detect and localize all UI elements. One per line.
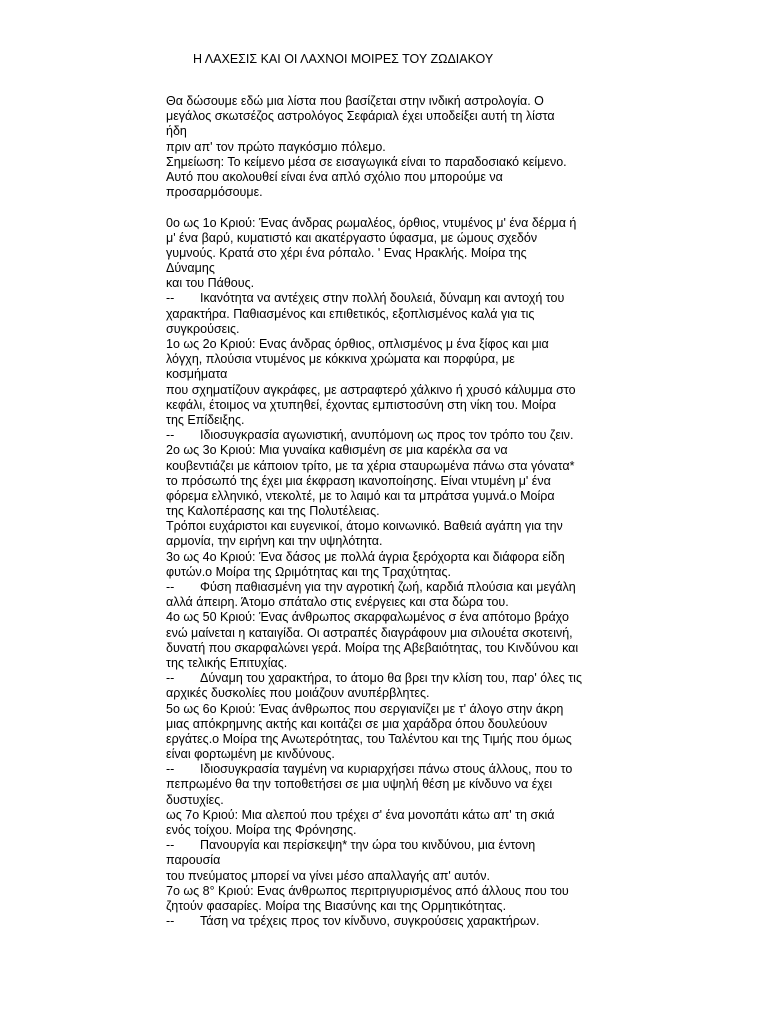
text-line: -- Τάση να τρέχεις προς τον κίνδυνο, συγκρούσεις χαρακτήρων. — [166, 914, 540, 929]
paragraph-gap — [166, 200, 596, 215]
text-line: που σχηματίζουν αγκράφες, με αστραφτερό χάλκινο ή χρυσό κάλυμμα στο — [166, 382, 576, 397]
text-line: κουβεντιάζει με κάποιον τρίτο, με τα χέρια σταυρωμένα πάνω στα γόνατα* — [166, 458, 575, 473]
text-line: και του Πάθους. — [166, 276, 255, 291]
text-line: μ' ένα βαρύ, κυματιστό και ακατέργαστο ύφασμα, με ώμους σχεδόν — [166, 230, 538, 245]
text-line: φυτών.ο Μοίρα της Ωριμότητας και της Τραχύτητας. — [166, 564, 452, 579]
text-line: φόρεμα ελληνικό, ντεκολτέ, με το λαιμό και τα μπράτσα γυμνά.ο Μοίρα — [166, 488, 555, 503]
text-line: πεπρωμένο θα την τοποθετήσει σε μια υψηλή θέση με κίνδυνο να έχει — [166, 777, 553, 792]
text-line: 1ο ως 2ο Κριού: Ενας άνδρας όρθιος, οπλισμένος μ ένα ξίφος και μια — [166, 337, 549, 351]
text-line: ήδη — [166, 124, 187, 139]
intro-paragraph — [166, 94, 596, 200]
text-line: Τρόποι ευχάριστοι και ευγενικοί, άτομο κοινωνικό. Βαθειά αγάπη για την — [166, 519, 563, 534]
text-line: της Καλοπέρασης και της Πολυτέλειας. — [166, 504, 380, 519]
text-line: 4ο ως 50 Κριού: Ένας άνθρωπος σκαρφαλωμένος σ ένα απότομο βράχο — [166, 610, 569, 625]
text-line: μεγάλος σκωτσέζος αστρολόγος Σεφάριαλ έχει υποδείξει αυτή τη λίστα — [166, 109, 555, 124]
text-line: συγκρούσεις. — [166, 321, 240, 336]
text-line: -- Ιδιοσυγκρασία ταγμένη να κυριαρχήσει πάνω στους άλλους, που το — [166, 762, 573, 777]
text-line: 0ο ως 1ο Κριού: Ένας άνδρας ρωμαλέος, όρθιος, ντυμένος μ' ένα δέρμα ή — [166, 215, 577, 230]
text-line: Δύναμης — [166, 261, 215, 276]
text-line: της Επίδειξης. — [166, 412, 245, 427]
text-line: -- Ικανότητα να αντέχεις στην πολλή δουλειά, δύναμη και αντοχή του — [166, 291, 565, 306]
text-line: 5ο ως 6ο Κριού: Ένας άνθρωπος που σεργιανίζει με τ' άλογο στην άκρη — [166, 701, 564, 716]
text-line: -- Ιδιοσυγκρασία αγωνιστική, ανυπόμονη ως προς τον τρόπο του ζειν. — [166, 428, 574, 443]
text-line: λόγχη, πλούσια ντυμένος με κόκκινα χρώματα και πορφύρα, με — [166, 352, 515, 367]
text-line: Αυτό που ακολουθεί είναι ένα απλό σχόλιο που μπορούμε να — [166, 169, 503, 184]
document-title: Η ΛΑΧΕΣΙΣ ΚΑΙ ΟΙ ΛΑΧΝΟΙ ΜΟΙΡΕΣ ΤΟΥ ΖΩΔΙΑΚΟΥ — [193, 52, 494, 66]
text-line: Σημείωση: Το κείμενο μέσα σε εισαγωγικά είναι το παραδοσιακό κείμενο. — [166, 154, 567, 169]
degree-list — [166, 216, 596, 930]
text-line: ενός τοίχου. Μοίρα της Φρόνησης. — [166, 823, 357, 837]
text-line: προσαρμόσουμε. — [166, 185, 263, 200]
text-line: κεφάλι, έτοιμος να χτυπηθεί, έχοντας εμπιστοσύνη στη νίκη του. Μοίρα — [166, 397, 557, 412]
text-line: δυνατή που σκαρφαλώνει γερά. Μοίρα της Αβεβαιότητας, του Κινδύνου και — [166, 640, 579, 655]
text-line: 2ο ως 3ο Κριού: Μια γυναίκα καθισμένη σε μια καρέκλα σα να — [166, 443, 508, 458]
document-body — [166, 94, 596, 929]
text-line: ως 7ο Κριού: Μια αλεπού που τρέχει σ' ένα μονοπάτι κάτω απ' τη σκιά — [166, 807, 555, 822]
text-line: το πρόσωπό της έχει μια έκφραση ικανοποίησης. Είναι ντυμένη μ' ένα — [166, 473, 551, 488]
text-line: ενώ μαίνεται η καταιγίδα. Οι αστραπές διαγράφουν μια σιλουέτα σκοτεινή, — [166, 625, 573, 640]
text-line: χαρακτήρα. Παθιασμένος και επιθετικός, εξοπλισμένος καλά για τις — [166, 306, 535, 321]
text-line: πριν απ' τον πρώτο παγκόσμιο πόλεμο. — [166, 139, 386, 154]
text-line: κοσμήματα — [166, 367, 228, 382]
text-line: Θα δώσουμε εδώ μια λίστα που βασίζεται στην ινδική αστρολογία. Ο — [166, 94, 544, 108]
text-line: -- Πανουργία και περίσκεψη* την ώρα του κινδύνου, μια έντονη — [166, 838, 536, 853]
text-line: της τελικής Επιτυχίας. — [166, 655, 288, 670]
text-line: -- Φύση παθιασμένη για την αγροτική ζωή, καρδιά πλούσια και μεγάλη — [166, 580, 576, 594]
text-line: δυστυχίες. — [166, 792, 224, 807]
text-line: είναι φορτωμένη με κινδύνους. — [166, 747, 335, 762]
text-line: ζητούν φασαρίες. Μοίρα της Βιασύνης και της Ορμητικότητας. — [166, 898, 507, 913]
text-line: γυμνούς. Κρατά στο χέρι ένα ρόπαλο. ' Ενας Ηρακλής. Μοίρα της — [166, 245, 527, 260]
text-line: -- Δύναμη του χαρακτήρα, το άτομο θα βρει την κλίση του, παρ' όλες τις — [166, 671, 582, 686]
text-line: αρχικές δυσκολίες που μοιάζουν ανυπέρβλητες. — [166, 686, 430, 701]
text-line: αρμονία, την ειρήνη και την υψηλότητα. — [166, 534, 383, 549]
text-line: του πνεύματος μπορεί να γίνει μέσο απαλλαγής απ' αυτόν. — [166, 868, 490, 883]
text-line: παρουσία — [166, 853, 221, 868]
text-line: 7ο ως 8° Κριού: Ενας άνθρωπος περιτριγυρισμένος από άλλους που του — [166, 883, 569, 898]
text-line: αλλά άπειρη. Άτομο σπάταλο στις ενέργειες και στα δώρα του. — [166, 595, 509, 610]
text-line: 3ο ως 4ο Κριού: Ένα δάσος με πολλά άγρια ξερόχορτα και διάφορα είδη — [166, 549, 565, 564]
text-line: εργάτες.ο Μοίρα της Ανωτερότητας, του Ταλέντου και της Τιμής που όμως — [166, 731, 572, 746]
text-line: μιας απόκρημνης ακτής και κοιτάζει σε μια χαράδρα όπου δουλεύουν — [166, 716, 548, 731]
